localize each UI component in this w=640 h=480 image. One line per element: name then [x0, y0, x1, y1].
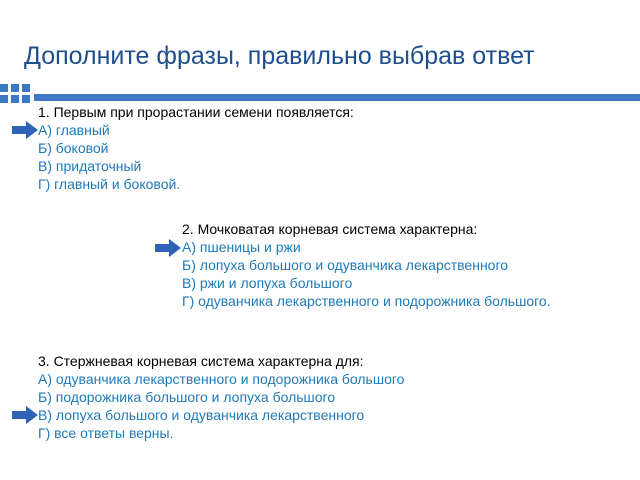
question-1-text: 1. Первым при прорастании семени появляется: — [38, 104, 354, 120]
question-2-text: 2. Мочковатая корневая система характерна: — [182, 221, 478, 237]
question-3-option-c[interactable]: В) лопуха большого и одуванчика лекарственного — [38, 407, 365, 423]
question-2-option-c[interactable]: В) ржи и лопуха большого — [182, 275, 353, 291]
question-1-option-d[interactable]: Г) главный и боковой. — [38, 176, 181, 192]
question-1-option-c[interactable]: В) придаточный — [38, 158, 142, 174]
question-3 — [38, 352, 404, 442]
question-2-option-a[interactable]: А) пшеницы и ржи — [182, 239, 301, 255]
question-2-option-d[interactable]: Г) одуванчика лекарственного и подорожника большого. — [182, 293, 551, 309]
question-2 — [182, 220, 551, 310]
question-1-option-a[interactable]: А) главный — [38, 122, 110, 138]
question-1 — [38, 103, 354, 193]
slide-title: Дополните фразы, правильно выбрав ответ — [24, 42, 535, 70]
arrow-icon — [12, 406, 38, 424]
question-3-text: 3. Стержневая корневая система характерна для: — [38, 353, 364, 369]
question-1-option-b[interactable]: Б) боковой — [38, 140, 109, 156]
question-3-option-a[interactable]: А) одуванчика лекарственного и подорожника большого — [38, 371, 405, 387]
question-3-option-d[interactable]: Г) все ответы верны. — [38, 425, 174, 441]
arrow-icon — [155, 239, 181, 257]
question-2-option-b[interactable]: Б) лопуха большого и одуванчика лекарственного — [182, 257, 509, 273]
decorative-grid — [0, 84, 30, 106]
title-underline — [34, 94, 640, 101]
question-3-option-b[interactable]: Б) подорожника большого и лопуха большого — [38, 389, 336, 405]
arrow-icon — [12, 121, 38, 139]
